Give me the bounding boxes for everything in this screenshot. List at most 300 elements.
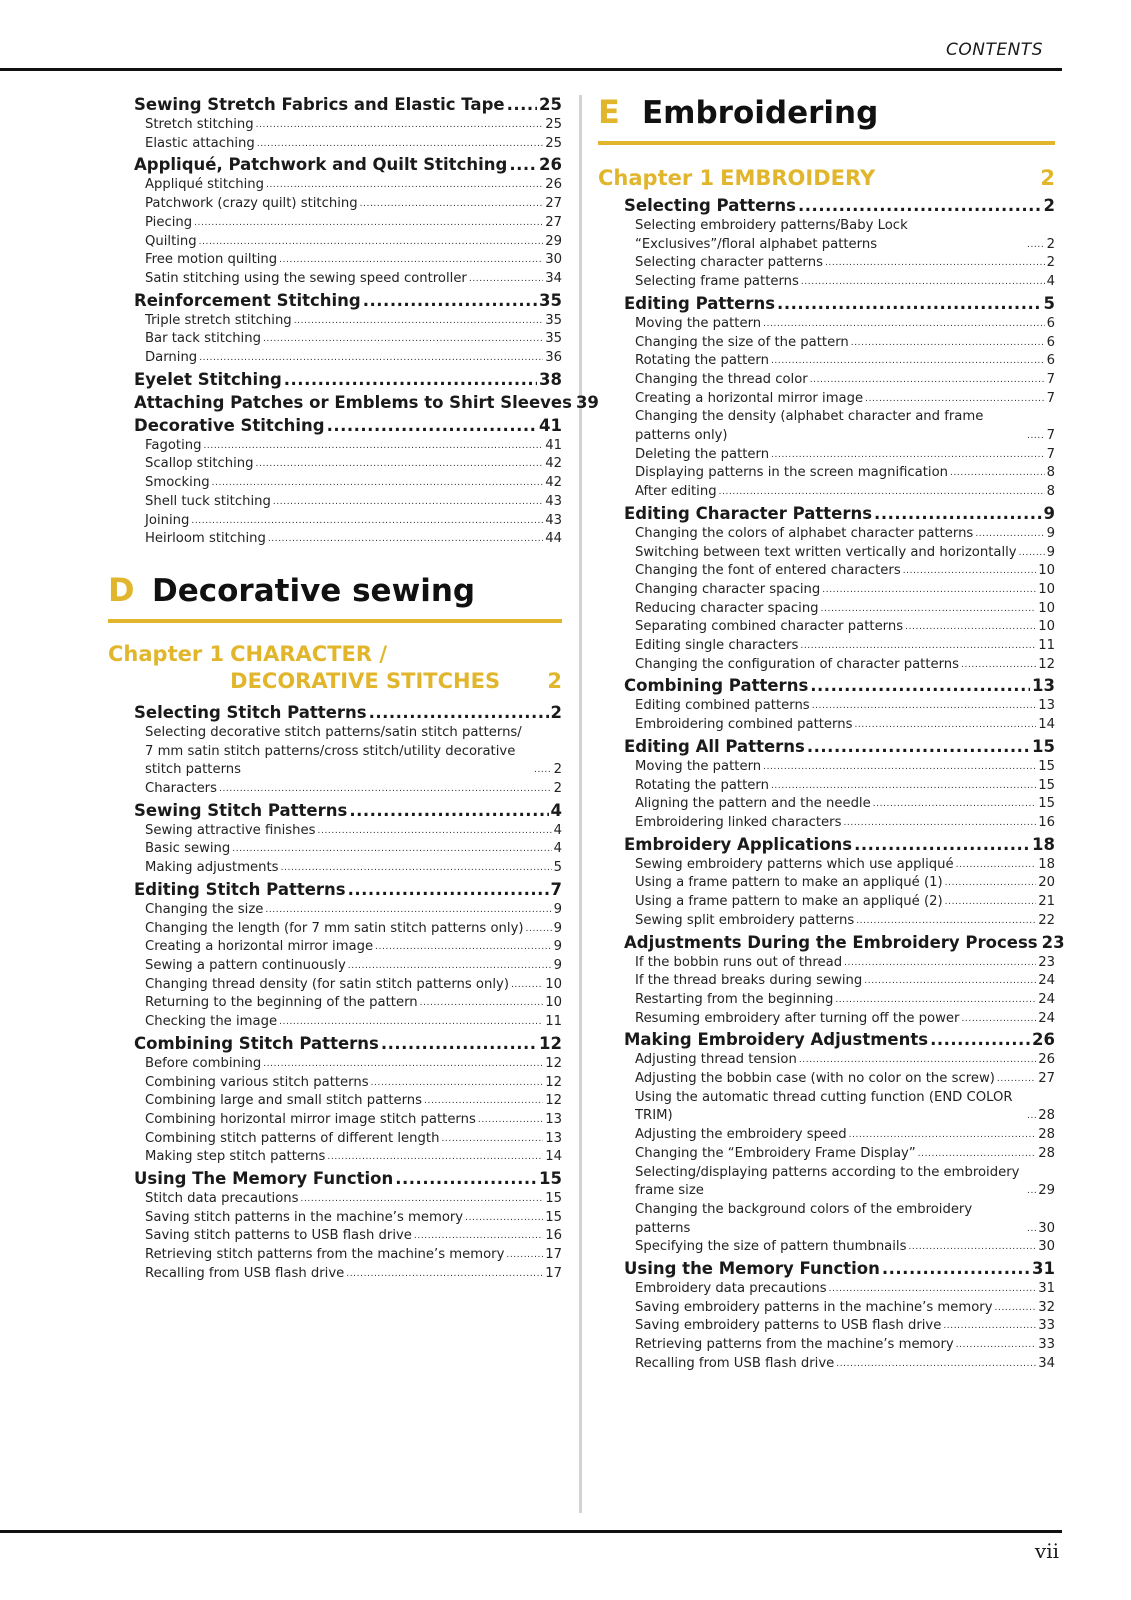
toc-subentry: [598, 697, 1055, 716]
toc-subentry: [598, 273, 1055, 292]
toc-subentry: [108, 901, 562, 920]
toc-subentry: [598, 1280, 1055, 1299]
toc-entry-title: Combining Stitch Patterns: [134, 1033, 379, 1053]
toc-entry-title: Changing the colors of alphabet character patterns: [635, 525, 974, 541]
dot-leader: [763, 315, 1044, 334]
dot-leader: [279, 1013, 543, 1032]
dot-leader: [995, 1299, 1037, 1318]
toc-subentry: [598, 777, 1055, 796]
toc-entry-page: 26: [539, 155, 562, 175]
toc-subentry: [108, 437, 562, 456]
toc-entry-page: 26: [545, 177, 562, 193]
dot-leader: [903, 562, 1037, 581]
toc-entry-title: Editing Patterns: [624, 293, 776, 313]
toc-entry-page: 30: [545, 252, 562, 268]
toc-entry-title: Darning: [145, 350, 198, 366]
toc-entry-title: Selecting decorative stitch patterns/satin stitch patterns/ 7 mm satin stitch patterns/cross stitch/utility decorative stitch patterns: [145, 724, 522, 778]
toc-subentry: [598, 637, 1055, 656]
dot-leader: [810, 674, 1030, 697]
toc-subentry: [598, 874, 1055, 893]
toc-entry-title: Quilting: [145, 233, 197, 249]
toc-subentry: [598, 758, 1055, 777]
dot-leader: [273, 493, 543, 512]
toc-subentry: [598, 483, 1055, 502]
toc-subentry: [598, 1126, 1055, 1145]
toc-subentry: [598, 315, 1055, 334]
toc-entry-page: 33: [1038, 1318, 1055, 1334]
toc-entry-page: 10: [1038, 581, 1055, 597]
dot-leader: [918, 1145, 1037, 1164]
toc-subentry: [598, 856, 1055, 875]
toc-entry-page: 5: [1043, 293, 1055, 313]
toc-subentry: [598, 1051, 1055, 1070]
toc-entry-page: 13: [1032, 676, 1055, 696]
toc-list-embroidering: [598, 194, 1065, 1374]
toc-entry-title: Separating combined character patterns: [635, 619, 904, 635]
toc-entry-title: Using The Memory Function: [134, 1169, 394, 1189]
toc-heading-entry: [598, 502, 1055, 525]
toc-entry-page: 4: [553, 822, 562, 838]
toc-entry-title: Adjusting the bobbin case (with no color on the screw): [635, 1071, 995, 1087]
toc-subentry: [108, 1074, 562, 1093]
toc-entry-page: 10: [545, 976, 562, 992]
toc-entry-page: 16: [545, 1228, 562, 1244]
toc-entry-title: Switching between text written vertically and horizontally: [635, 544, 1017, 560]
chapter-page: 2: [547, 668, 562, 693]
toc-entry-page: 15: [1038, 777, 1055, 793]
dot-leader: [199, 233, 544, 252]
toc-entry-page: 38: [539, 369, 562, 389]
toc-entry-page: 7: [550, 879, 562, 899]
left-column: [108, 93, 599, 1284]
toc-entry-page: 23: [1038, 954, 1055, 970]
toc-entry-page: 15: [1038, 758, 1055, 774]
toc-entry-page: 43: [545, 512, 562, 528]
toc-entry-title: Stretch stitching: [145, 117, 254, 132]
dot-leader: [424, 1092, 543, 1111]
dot-leader: [256, 455, 544, 474]
toc-entry-page: 2: [553, 762, 562, 778]
toc-entry-title: Selecting Stitch Patterns: [134, 702, 367, 722]
dot-leader: [874, 502, 1041, 525]
chapter-title: CHARACTER / DECORATIVE STITCHES: [230, 641, 501, 693]
dot-leader: [865, 390, 1044, 409]
dot-leader: [719, 483, 1045, 502]
toc-subentry: [108, 312, 562, 331]
toc-entry-title: Checking the image: [145, 1014, 278, 1030]
toc-entry-page: 35: [539, 290, 562, 310]
toc-entry-title: Saving stitch patterns in the machine’s memory: [145, 1209, 464, 1225]
toc-entry-title: Rotating the pattern: [635, 353, 769, 369]
toc-subentry: [108, 270, 562, 289]
toc-entry-page: 18: [1038, 856, 1055, 872]
toc-entry-title: Restarting from the beginning: [635, 991, 834, 1007]
toc-entry-title: Changing the background colors of the embroidery patterns: [635, 1201, 973, 1236]
toc-subentry: [598, 254, 1055, 273]
dot-leader: [821, 600, 1037, 619]
dot-leader: [945, 893, 1037, 912]
toc-subentry: [108, 1130, 562, 1149]
toc-entry-page: 27: [545, 196, 562, 212]
toc-subentry: [108, 1265, 562, 1284]
toc-entry-title: Eyelet Stitching: [134, 369, 282, 389]
dot-leader: [854, 833, 1030, 856]
toc-entry-page: 5: [553, 860, 562, 876]
toc-entry-title: Editing Stitch Patterns: [134, 879, 346, 899]
toc-entry-title: Creating a horizontal mirror image: [635, 390, 864, 406]
section-heading-d: [108, 571, 562, 623]
toc-entry-title: Changing the configuration of character patterns: [635, 656, 960, 672]
dot-leader: [363, 289, 537, 312]
dot-leader: [777, 292, 1041, 315]
toc-entry-page: 9: [1046, 525, 1055, 541]
toc-subentry: [108, 512, 562, 531]
dot-leader: [1027, 1182, 1036, 1201]
toc-subentry: [108, 1246, 562, 1265]
toc-heading-entry: [108, 153, 562, 176]
dot-leader: [822, 581, 1036, 600]
toc-entry-title: If the bobbin runs out of thread: [635, 954, 843, 970]
toc-entry-title: Adjusting thread tension: [635, 1052, 797, 1068]
toc-subentry: [108, 195, 562, 214]
toc-entry-page: 43: [545, 493, 562, 509]
dot-leader: [771, 446, 1045, 465]
toc-heading-entry: [108, 701, 562, 724]
toc-entry-title: Recalling from USB flash drive: [635, 1355, 835, 1371]
chapter-title: EMBROIDERY: [720, 166, 876, 190]
toc-entry-page: 2: [1043, 196, 1055, 215]
toc-entry-title: Selecting embroidery patterns/Baby Lock “Exclusives”/floral alphabet patterns: [635, 218, 908, 252]
toc-subentry: [598, 1089, 1055, 1126]
toc-entry-page: 17: [545, 1265, 562, 1281]
toc-entry-page: 27: [1038, 1071, 1055, 1087]
dot-leader: [851, 334, 1045, 353]
toc-entry-page: 10: [545, 995, 562, 1011]
toc-subentry: [598, 1145, 1055, 1164]
toc-entry-title: Decorative Stitching: [134, 415, 325, 435]
toc-subentry: [108, 455, 562, 474]
dot-leader: [232, 840, 551, 859]
toc-subentry: [108, 938, 562, 957]
toc-entry-title: Changing the “Embroidery Frame Display”: [635, 1145, 916, 1161]
toc-entry-title: Changing the thread color: [635, 371, 808, 387]
toc-entry-page: 34: [545, 270, 562, 286]
toc-subentry: [598, 795, 1055, 814]
toc-subentry: [108, 349, 562, 368]
toc-entry-page: 2: [1046, 236, 1055, 252]
toc-subentry: [108, 474, 562, 493]
dot-leader: [864, 972, 1036, 991]
toc-entry-page: 6: [1046, 334, 1055, 350]
toc-entry-title: Free motion quilting: [145, 252, 278, 268]
dot-leader: [1027, 1220, 1036, 1239]
dot-leader: [266, 176, 543, 195]
toc-subentry: [108, 530, 562, 549]
toc-entry-page: 9: [1046, 544, 1055, 560]
toc-subentry: [108, 859, 562, 878]
toc-entry-title: Appliqué stitching: [145, 177, 265, 193]
toc-entry-page: 9: [553, 920, 562, 936]
toc-entry-title: Making step stitch patterns: [145, 1149, 326, 1165]
toc-heading-entry: [108, 289, 562, 312]
toc-entry-title: Before combining: [145, 1055, 262, 1071]
dot-leader: [1019, 544, 1045, 563]
dot-leader: [349, 799, 548, 822]
dot-leader: [771, 352, 1045, 371]
toc-subentry: [108, 976, 562, 995]
toc-entry-title: Heirloom stitching: [145, 531, 266, 547]
toc-entry-page: 11: [545, 1014, 562, 1030]
toc-entry-page: 9: [553, 957, 562, 973]
chapter-page: 2: [1040, 166, 1055, 190]
toc-entry-title: Basic sewing: [145, 841, 231, 857]
toc-entry-page: 30: [1038, 1220, 1055, 1236]
toc-subentry: [598, 991, 1055, 1010]
toc-subentry: [108, 214, 562, 233]
dot-leader: [381, 1032, 537, 1055]
toc-subentry: [598, 371, 1055, 390]
toc-heading-entry: [108, 799, 562, 822]
toc-entry-page: 7: [1046, 390, 1055, 406]
toc-entry-title: Changing thread density (for satin stitch patterns only): [145, 976, 509, 992]
dot-leader: [420, 994, 544, 1013]
toc-entry-page: 28: [1038, 1127, 1055, 1143]
dot-leader: [346, 1265, 543, 1284]
toc-subentry: [108, 994, 562, 1013]
toc-entry-page: 39: [575, 392, 599, 412]
toc-entry-page: 28: [1038, 1108, 1055, 1124]
dot-leader: [469, 270, 543, 289]
toc-heading-entry: [598, 194, 1055, 217]
toc-entry-title: Editing single characters: [635, 638, 799, 654]
toc-entry-page: 31: [1032, 1259, 1055, 1279]
toc-entry-title: Adjustments During the Embroidery Process: [624, 932, 1038, 952]
toc-entry-title: Satin stitching using the sewing speed controller: [145, 270, 467, 286]
toc-entry-page: 35: [545, 331, 562, 347]
dot-leader: [203, 437, 543, 456]
toc-subentry: [598, 1317, 1055, 1336]
toc-entry-title: Embroidery data precautions: [635, 1281, 827, 1297]
toc-subentry: [108, 233, 562, 252]
dot-leader: [950, 464, 1045, 483]
dot-leader: [465, 1209, 543, 1228]
toc-entry-page: 9: [1043, 503, 1055, 523]
toc-heading-entry: [598, 1257, 1055, 1280]
dot-leader: [798, 194, 1042, 217]
toc-entry-title: Sewing Stitch Patterns: [134, 800, 348, 820]
toc-list-continued: [108, 93, 599, 549]
dot-leader: [873, 795, 1037, 814]
toc-entry-page: 16: [1038, 814, 1055, 830]
dot-leader: [810, 371, 1045, 390]
chapter-label: Chapter 1: [598, 166, 715, 190]
dot-leader: [284, 368, 537, 391]
toc-entry-page: 26: [1032, 1030, 1055, 1050]
dot-leader: [801, 273, 1045, 292]
toc-entry-title: Moving the pattern: [635, 758, 762, 774]
running-header: CONTENTS: [946, 40, 1043, 60]
toc-entry-page: 14: [1038, 717, 1055, 733]
toc-entry-page: 31: [1038, 1281, 1055, 1297]
toc-entry-title: Saving stitch patterns to USB flash drive: [145, 1228, 412, 1244]
toc-entry-title: Using a frame pattern to make an appliqué (2): [635, 894, 943, 910]
toc-subentry: [598, 1299, 1055, 1318]
toc-entry-page: 8: [1046, 465, 1055, 481]
toc-entry-page: 2: [1046, 255, 1055, 271]
toc-entry-page: 15: [545, 1209, 562, 1225]
toc-entry-page: 7: [1046, 428, 1055, 444]
toc-entry-title: Combining horizontal mirror image stitch patterns: [145, 1111, 476, 1127]
toc-subentry: [598, 1238, 1055, 1257]
dot-leader: [975, 525, 1044, 544]
toc-entry-title: Sewing attractive finishes: [145, 822, 316, 838]
toc-entry-title: Recalling from USB flash drive: [145, 1265, 345, 1281]
toc-entry-title: Saving embroidery patterns to USB flash drive: [635, 1318, 942, 1334]
toc-subentry: [598, 352, 1055, 371]
bottom-rule: [0, 1530, 1062, 1533]
toc-entry-title: Sewing Stretch Fabrics and Elastic Tape: [134, 95, 505, 114]
toc-entry-title: Adjusting the embroidery speed: [635, 1127, 847, 1143]
toc-entry-title: Resuming embroidery after turning off the power: [635, 1010, 960, 1026]
dot-leader: [807, 735, 1030, 758]
toc-entry-title: Sewing embroidery patterns which use appliqué: [635, 856, 954, 872]
toc-subentry: [598, 1164, 1055, 1201]
dot-leader: [882, 1257, 1030, 1280]
toc-entry-page: 4: [553, 841, 562, 857]
dot-leader: [511, 976, 543, 995]
chapter-heading: [108, 641, 562, 695]
toc-entry-title: Selecting character patterns: [635, 255, 823, 271]
toc-subentry: [108, 135, 562, 154]
toc-entry-title: Characters: [145, 781, 217, 797]
dot-leader: [281, 859, 552, 878]
dot-leader: [212, 474, 544, 493]
toc-entry-title: Returning to the beginning of the pattern: [145, 995, 418, 1011]
toc-entry-page: 32: [1038, 1299, 1055, 1315]
toc-entry-page: 21: [1038, 894, 1055, 910]
toc-entry-page: 30: [1038, 1239, 1055, 1255]
toc-subentry: [598, 972, 1055, 991]
toc-entry-title: Sewing split embroidery patterns: [635, 912, 855, 928]
toc-entry-title: Combining large and small stitch patterns: [145, 1093, 423, 1109]
toc-subentry: [108, 1055, 562, 1074]
toc-entry-title: Attaching Patches or Emblems to Shirt Sleeves: [134, 392, 572, 412]
toc-subentry: [598, 217, 1055, 254]
toc-subentry: [598, 408, 1055, 445]
toc-heading-entry: [108, 878, 562, 901]
toc-entry-page: 24: [1038, 991, 1055, 1007]
toc-subentry: [598, 716, 1055, 735]
dot-leader: [763, 758, 1036, 777]
toc-heading-entry: [108, 414, 562, 437]
toc-entry-page: 13: [545, 1130, 562, 1146]
toc-entry-title: Rotating the pattern: [635, 777, 769, 793]
toc-entry-page: 7: [1046, 446, 1055, 462]
toc-entry-title: Stitch data precautions: [145, 1191, 299, 1207]
toc-entry-page: 34: [1038, 1355, 1055, 1371]
toc-subentry: [108, 1148, 562, 1167]
toc-entry-page: 6: [1046, 315, 1055, 331]
toc-entry-title: Shell tuck stitching: [145, 493, 271, 509]
toc-entry-title: Moving the pattern: [635, 315, 762, 331]
toc-entry-title: Changing character spacing: [635, 581, 821, 597]
dot-leader: [956, 1336, 1037, 1355]
toc-subentry: [598, 1070, 1055, 1089]
toc-entry-page: 20: [1038, 875, 1055, 891]
toc-entry-title: Aligning the pattern and the needle: [635, 796, 871, 812]
toc-entry-page: 6: [1046, 353, 1055, 369]
toc-entry-page: 25: [539, 95, 562, 114]
toc-entry-page: 42: [545, 456, 562, 472]
toc-entry-page: 36: [545, 350, 562, 366]
toc-subentry: [108, 780, 562, 799]
toc-entry-page: 24: [1038, 1010, 1055, 1026]
toc-entry-page: 9: [553, 901, 562, 917]
toc-entry-title: Embroidering combined patterns: [635, 717, 853, 733]
toc-heading-entry: [598, 674, 1055, 697]
toc-subentry: [598, 618, 1055, 637]
toc-entry-title: Scallop stitching: [145, 456, 254, 472]
toc-subentry: [598, 334, 1055, 353]
dot-leader: [836, 1355, 1036, 1374]
toc-entry-title: Making Embroidery Adjustments: [624, 1030, 929, 1050]
dot-leader: [507, 93, 537, 116]
toc-entry-title: Editing All Patterns: [624, 736, 805, 756]
toc-entry-title: Triple stretch stitching: [145, 312, 292, 328]
toc-subentry: [598, 390, 1055, 409]
toc-subentry: [108, 1092, 562, 1111]
toc-subentry: [598, 814, 1055, 833]
dot-leader: [301, 1190, 544, 1209]
dot-leader: [369, 701, 549, 724]
toc-entry-page: 25: [545, 117, 562, 132]
dot-leader: [943, 1317, 1036, 1336]
toc-subentry: [108, 1227, 562, 1246]
dot-leader: [506, 1246, 543, 1265]
toc-entry-title: Piecing: [145, 214, 193, 230]
toc-subentry: [108, 1190, 562, 1209]
toc-subentry: [598, 581, 1055, 600]
toc-entry-page: 17: [545, 1247, 562, 1263]
toc-subentry: [108, 920, 562, 939]
dot-leader: [1027, 427, 1045, 446]
toc-entry-title: Joining: [145, 512, 190, 528]
toc-subentry: [108, 822, 562, 841]
dot-leader: [265, 901, 551, 920]
dot-leader: [829, 1280, 1037, 1299]
toc-entry-page: 18: [1032, 834, 1055, 854]
toc-entry-page: 8: [1046, 484, 1055, 500]
dot-leader: [348, 878, 549, 901]
toc-subentry: [108, 116, 562, 135]
toc-subentry: [598, 464, 1055, 483]
toc-heading-entry: [598, 292, 1055, 315]
dot-leader: [961, 656, 1036, 675]
dot-leader: [348, 957, 552, 976]
toc-subentry: [108, 493, 562, 512]
toc-entry-title: Changing the density (alphabet character and frame patterns only): [635, 409, 984, 444]
toc-entry-title: Selecting frame patterns: [635, 274, 799, 290]
toc-subentry: [598, 656, 1055, 675]
toc-entry-title: Using the automatic thread cutting function (END COLOR TRIM): [635, 1089, 1013, 1124]
dot-leader: [279, 251, 543, 270]
toc-heading-entry: [108, 1032, 562, 1055]
dot-leader: [825, 254, 1045, 273]
toc-entry-title: Embroidery Applications: [624, 834, 853, 854]
toc-subentry: [598, 600, 1055, 619]
toc-entry-page: 23: [1041, 932, 1065, 952]
toc-entry-title: Changing the length (for 7 mm satin stitch patterns only): [145, 920, 524, 936]
